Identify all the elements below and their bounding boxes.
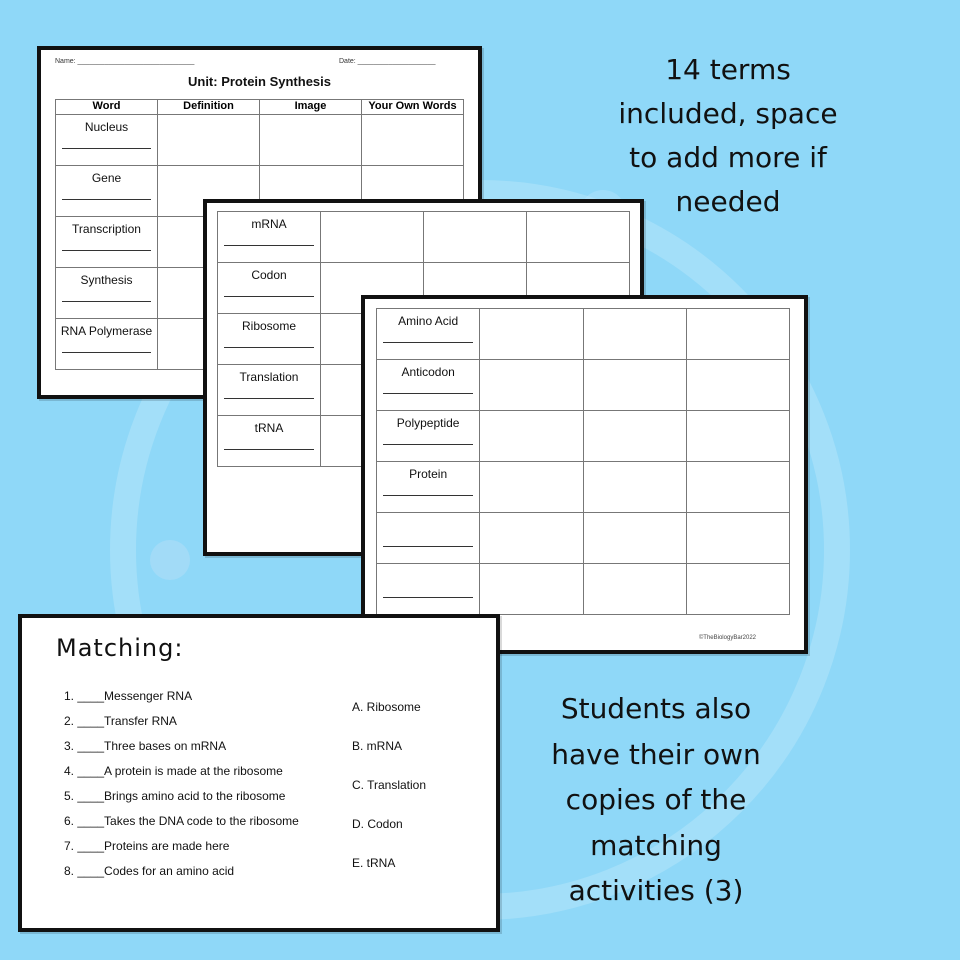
word-cell bbox=[377, 411, 480, 462]
vocab-table bbox=[376, 308, 790, 615]
caption-line: Students also bbox=[560, 692, 752, 725]
caption-line: activities (3) bbox=[568, 874, 744, 907]
word-cell bbox=[377, 360, 480, 411]
table-row bbox=[377, 513, 790, 564]
own-words-cell[interactable] bbox=[686, 309, 789, 360]
answer-line bbox=[224, 398, 314, 399]
definition-cell[interactable] bbox=[480, 513, 583, 564]
word-label bbox=[377, 564, 479, 569]
answer-line bbox=[383, 495, 473, 496]
question-item: 5. ____Brings amino acid to the ribosome bbox=[64, 789, 286, 803]
question-item: 8. ____Codes for an amino acid bbox=[64, 864, 235, 878]
header-image: Image bbox=[260, 100, 362, 115]
definition-cell[interactable] bbox=[480, 462, 583, 513]
definition-cell[interactable] bbox=[480, 411, 583, 462]
definition-cell[interactable] bbox=[480, 360, 583, 411]
question-item: 3. ____Three bases on mRNA bbox=[64, 739, 227, 753]
answer-line bbox=[224, 296, 314, 297]
caption-line: to add more if bbox=[629, 141, 827, 174]
caption-line: 14 terms bbox=[665, 53, 791, 86]
header-definition: Definition bbox=[158, 100, 260, 115]
word-label: mRNA bbox=[251, 217, 287, 231]
word-label: Codon bbox=[251, 268, 287, 282]
word-label: Translation bbox=[239, 370, 299, 384]
word-cell bbox=[56, 166, 158, 217]
header-word: Word bbox=[56, 100, 158, 115]
table-row bbox=[377, 309, 790, 360]
word-label: Ribosome bbox=[241, 319, 297, 333]
table-row bbox=[377, 462, 790, 513]
name-field[interactable]: Name: ______________________________ bbox=[55, 58, 195, 65]
word-cell bbox=[218, 416, 321, 467]
word-cell bbox=[218, 263, 321, 314]
own-words-cell[interactable] bbox=[686, 411, 789, 462]
word-label: RNA Polymerase bbox=[60, 324, 153, 338]
definition-cell[interactable] bbox=[480, 564, 583, 615]
word-cell bbox=[56, 268, 158, 319]
question-item: 2. ____Transfer RNA bbox=[64, 714, 177, 728]
image-cell[interactable] bbox=[583, 513, 686, 564]
answer-line bbox=[383, 393, 473, 394]
word-label bbox=[377, 513, 479, 518]
caption-terms-included bbox=[588, 48, 868, 224]
table-row bbox=[218, 212, 630, 263]
word-cell bbox=[377, 513, 480, 564]
caption-line: matching bbox=[590, 828, 722, 862]
word-label: Gene bbox=[91, 171, 122, 185]
caption-matching-copies bbox=[520, 686, 792, 914]
answer-line bbox=[62, 148, 151, 149]
matching-title: Matching: bbox=[56, 634, 184, 662]
word-cell bbox=[377, 564, 480, 615]
caption-line: copies of the bbox=[565, 783, 747, 816]
question-item: 4. ____A protein is made at the ribosome bbox=[64, 764, 283, 778]
image-cell[interactable] bbox=[583, 462, 686, 513]
image-cell[interactable] bbox=[583, 360, 686, 411]
question-item: 6. ____Takes the DNA code to the ribosome bbox=[64, 814, 299, 828]
word-label: Transcription bbox=[72, 222, 141, 236]
word-label: Nucleus bbox=[84, 120, 129, 134]
answer-option: B. mRNA bbox=[352, 739, 403, 753]
own-words-cell[interactable] bbox=[686, 564, 789, 615]
table-header-row bbox=[56, 100, 464, 115]
answer-line bbox=[62, 250, 151, 251]
own-words-cell[interactable] bbox=[686, 462, 789, 513]
word-label: Synthesis bbox=[80, 273, 133, 287]
worksheet-page-3 bbox=[361, 295, 808, 654]
table-row bbox=[377, 411, 790, 462]
image-cell[interactable] bbox=[424, 212, 527, 263]
answer-line bbox=[383, 597, 473, 598]
question-item: 1. ____Messenger RNA bbox=[64, 689, 193, 703]
table-row bbox=[56, 115, 464, 166]
word-label: Protein bbox=[409, 467, 448, 481]
answer-option: E. tRNA bbox=[352, 856, 396, 870]
word-cell bbox=[56, 217, 158, 268]
copyright-text: ©TheBiologyBar2022 bbox=[698, 635, 756, 641]
caption-line: have their own bbox=[551, 737, 761, 771]
image-cell[interactable] bbox=[583, 309, 686, 360]
worksheet-title: Unit: Protein Synthesis bbox=[187, 74, 332, 89]
decor-dot bbox=[150, 540, 190, 580]
answer-option: C. Translation bbox=[352, 778, 427, 792]
image-cell[interactable] bbox=[583, 411, 686, 462]
matching-worksheet bbox=[18, 614, 500, 932]
word-cell bbox=[218, 212, 321, 263]
own-words-cell[interactable] bbox=[362, 115, 464, 166]
question-item: 7. ____Proteins are made here bbox=[64, 839, 230, 853]
word-cell bbox=[377, 462, 480, 513]
word-cell bbox=[377, 309, 480, 360]
answer-line bbox=[383, 546, 473, 547]
answer-line bbox=[62, 199, 151, 200]
word-cell bbox=[56, 319, 158, 370]
own-words-cell[interactable] bbox=[686, 513, 789, 564]
table-row bbox=[377, 360, 790, 411]
caption-line: needed bbox=[675, 185, 781, 218]
own-words-cell[interactable] bbox=[686, 360, 789, 411]
answer-line bbox=[62, 301, 151, 302]
answer-line bbox=[383, 444, 473, 445]
caption-line: included, space bbox=[618, 97, 838, 130]
answer-line bbox=[224, 245, 314, 246]
word-cell bbox=[218, 314, 321, 365]
word-label: Polypeptide bbox=[396, 416, 460, 430]
word-label: Anticodon bbox=[401, 365, 455, 379]
definition-cell[interactable] bbox=[158, 115, 260, 166]
image-cell[interactable] bbox=[583, 564, 686, 615]
answer-line bbox=[224, 449, 314, 450]
answer-line bbox=[62, 352, 151, 353]
word-cell bbox=[56, 115, 158, 166]
answer-line bbox=[383, 342, 473, 343]
date-field[interactable]: Date: ____________________ bbox=[339, 58, 436, 65]
table-row bbox=[377, 564, 790, 615]
word-label: Amino Acid bbox=[398, 314, 459, 328]
answer-line bbox=[224, 347, 314, 348]
answer-option: A. Ribosome bbox=[352, 700, 421, 714]
definition-cell[interactable] bbox=[321, 212, 424, 263]
image-cell[interactable] bbox=[260, 115, 362, 166]
header-your-own-words: Your Own Words bbox=[362, 100, 464, 115]
word-label: tRNA bbox=[254, 421, 284, 435]
answer-option: D. Codon bbox=[352, 817, 403, 831]
word-cell bbox=[218, 365, 321, 416]
definition-cell[interactable] bbox=[480, 309, 583, 360]
